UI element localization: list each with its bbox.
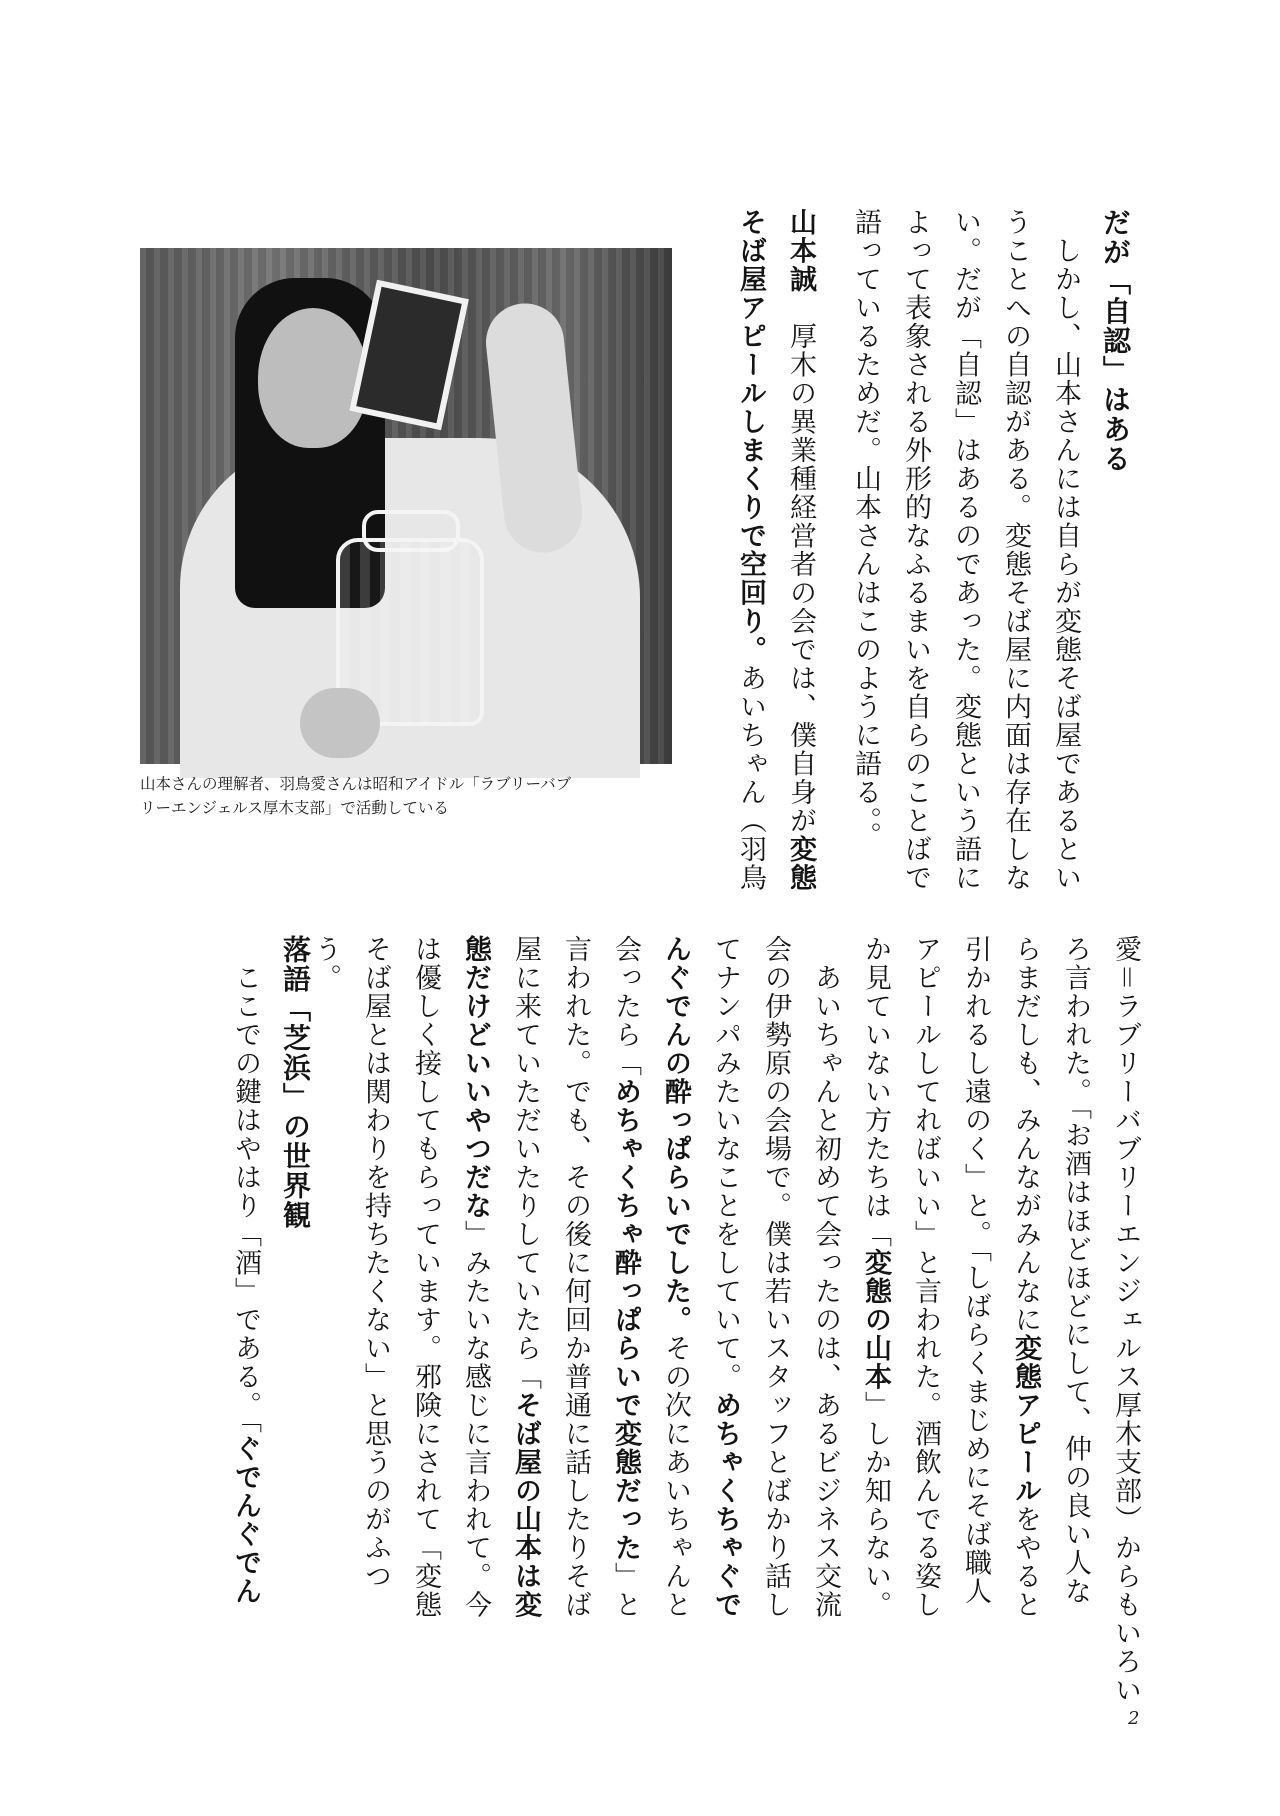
shibahama-section [210, 935, 320, 1625]
body-line: 会の伊勢原の会場で。僕は若いスタッフとばかり話し [760, 935, 791, 1619]
speaker-quote [715, 208, 825, 892]
body-line: てナンパみたいなことをしていて。めちゃくちゃぐで [710, 935, 741, 1619]
body-line: は優しく接してもらっています。邪険にされて「変態 [410, 935, 441, 1619]
article-photo [140, 248, 672, 764]
body-line: か見ていない方たちは「変態の山本」しか知らない。 [860, 935, 891, 1619]
photo-hand [300, 688, 380, 758]
body-line: あいちゃんと初めて会ったのは、あるビジネス交流 [810, 935, 841, 1619]
body-line: 言われた。でも、その後に何回か普通に話したりそば [560, 935, 591, 1619]
body-line: アピールしてればいい」と言われた。酒飲んでる姿し [910, 935, 941, 1619]
body-line: い。だが「自認」はあるのであった。変態という語に [950, 208, 981, 892]
section-heading-jinin: だが「自認」はある [1099, 208, 1132, 474]
body-line: う。 [310, 935, 341, 992]
body-line: うことへの自認がある。変態そば屋に内面は存在しな [1000, 208, 1031, 892]
photo-face [258, 308, 368, 448]
upper-body-text [850, 208, 1140, 892]
body-line: しかし、山本さんには自らが変態そば屋であるとい [1050, 208, 1081, 892]
body-line: 屋に来ていただいたりしていたら「そば屋の山本は変 [510, 935, 541, 1619]
body-line: ここでの鍵はやはり「酒」である。「ぐでんぐでん [230, 935, 261, 1606]
body-line: 態だけどいいやつだな」みたいな感じに言われて。今 [460, 935, 491, 1619]
body-line: そば屋とは関わりを持ちたくない」と思うのがふつ [360, 935, 391, 1591]
body-line: らまだしも、みんながみんなに変態アピールをやると [1010, 935, 1041, 1619]
section-heading-shibahama: 落語「芝浜」の世界観 [279, 935, 312, 1230]
speaker-name: 山本誠 [785, 208, 816, 294]
body-line: 愛＝ラブリーバブリーエンジェルス厚木支部）からもいろい [1110, 935, 1141, 1705]
body-line: よって表象される外形的なふるまいを自らのことばで [900, 208, 931, 892]
speaker-line: そば屋アピールしまくりで空回り。あいちゃん（羽鳥 [735, 208, 766, 892]
body-line: ろ言われた。「お酒はほどほどにして、仲の良い人な [1060, 935, 1091, 1606]
body-line: んぐでんの酔っぱらいでした。その次にあいちゃんと [660, 935, 691, 1619]
speaker-line: 山本誠 厚木の異業種経営者の会では、僕自身が変態 [785, 208, 816, 892]
body-line: 引かれるし遠のく」と。「しばらくまじめにそば職人 [960, 935, 991, 1606]
body-line: 会ったら「めちゃくちゃ酔っぱらいで変態だった」と [610, 935, 641, 1619]
lower-body-text [310, 935, 1150, 1705]
page-number: 2 [1128, 1708, 1140, 1729]
photo-caption: 山本さんの理解者、羽鳥愛さんは昭和アイドル「ラブリーバブ リーエンジェルス厚木支部」で活動している [140, 775, 572, 817]
body-line: 語っているためだ。山本さんはこのように語る。。 [850, 208, 881, 850]
